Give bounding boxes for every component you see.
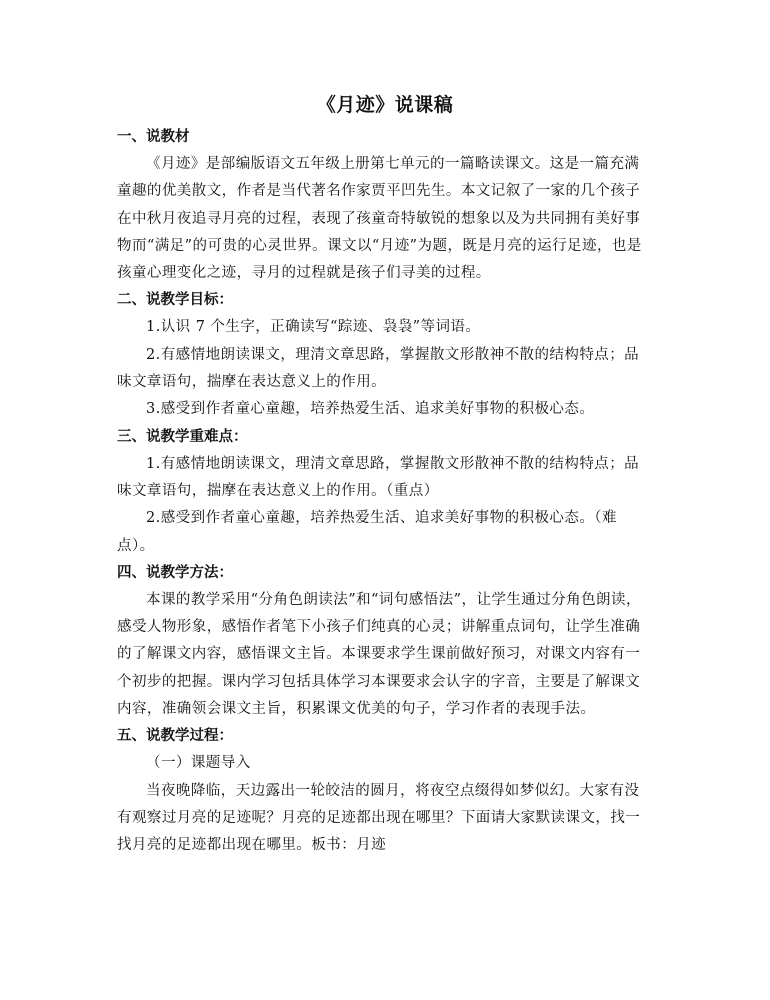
section-textbook: [117, 124, 653, 287]
section-key-points: [117, 424, 653, 560]
subheading: （一）课题导入: [146, 755, 251, 772]
section-teaching-methods: [117, 560, 653, 723]
paragraph: 《月迹》是部编版语文五年级上册第七单元的一篇略读课文。这是一篇充满童趣的优美散文，作者是当代著名作家贾平凹先生。本文记叙了一家的几个孩子在中秋月夜追寻月亮的过程，表现了孩童奇特敏锐的想象以及为共同拥有美好事物而“满足”的可贵的心灵世界。课文以“月迹”为题，既是月亮的运行足迹，也是孩童心理变化之迹，寻月的过程就是孩子们寻美的过程。: [117, 156, 642, 282]
list-item: 3.感受到作者童心童趣，培养热爱生活、追求美好事物的积极心态。: [146, 401, 595, 418]
section-heading: 四、说教学方法：: [117, 564, 233, 581]
paragraph: 本课的教学采用“分角色朗读法”和“词句感悟法”，让学生通过分角色朗读，感受人物形象，感悟作者笔下小孩子们纯真的心灵；讲解重点词句，让学生准确的了解课文内容，感悟课文主旨。本课要求学生课前做好预习，对课文内容有一个初步的把握。课内学习包括具体学习本课要求会认字的字音，主要是了解课文内容，准确领会课文主旨，积累课文优美的句子，学习作者的表现手法。: [117, 591, 641, 718]
list-item: 2.有感情地朗读课文，理清文章思路，掌握散文形散神不散的结构特点；品味文章语句，揣摩在表达意义上的作用。: [117, 346, 640, 391]
list-item: 2.感受到作者童心童趣，培养热爱生活、追求美好事物的积极心态。（难点）。: [117, 510, 617, 554]
list-item: 1.认识 7 个生字，正确读写“踪迹、袅袅”等词语。: [146, 319, 481, 336]
section-heading: 一、说教材: [117, 129, 190, 145]
document-title: 《月迹》说课稿: [316, 94, 454, 116]
section-heading: 五、说教学过程：: [117, 728, 233, 745]
list-item: 1.有感情地朗读课文，理清文章思路，掌握散文形散神不散的结构特点；品味文章语句，揣摩在表达意义上的作用。（重点）: [117, 455, 640, 499]
section-teaching-goals: [117, 287, 653, 423]
section-teaching-process: [117, 723, 653, 859]
document-body: [117, 92, 653, 860]
paragraph: 当夜晚降临，天边露出一轮皎洁的圆月，将夜空点缀得如梦似幻。大家有没有观察过月亮的足迹呢？月亮的足迹都出现在哪里？下面请大家默读课文，找一找月亮的足迹都出现在哪里。板书：月迹: [117, 782, 641, 854]
section-heading: 三、说教学重难点：: [117, 428, 248, 445]
section-heading: 二、说教学目标：: [117, 292, 233, 309]
